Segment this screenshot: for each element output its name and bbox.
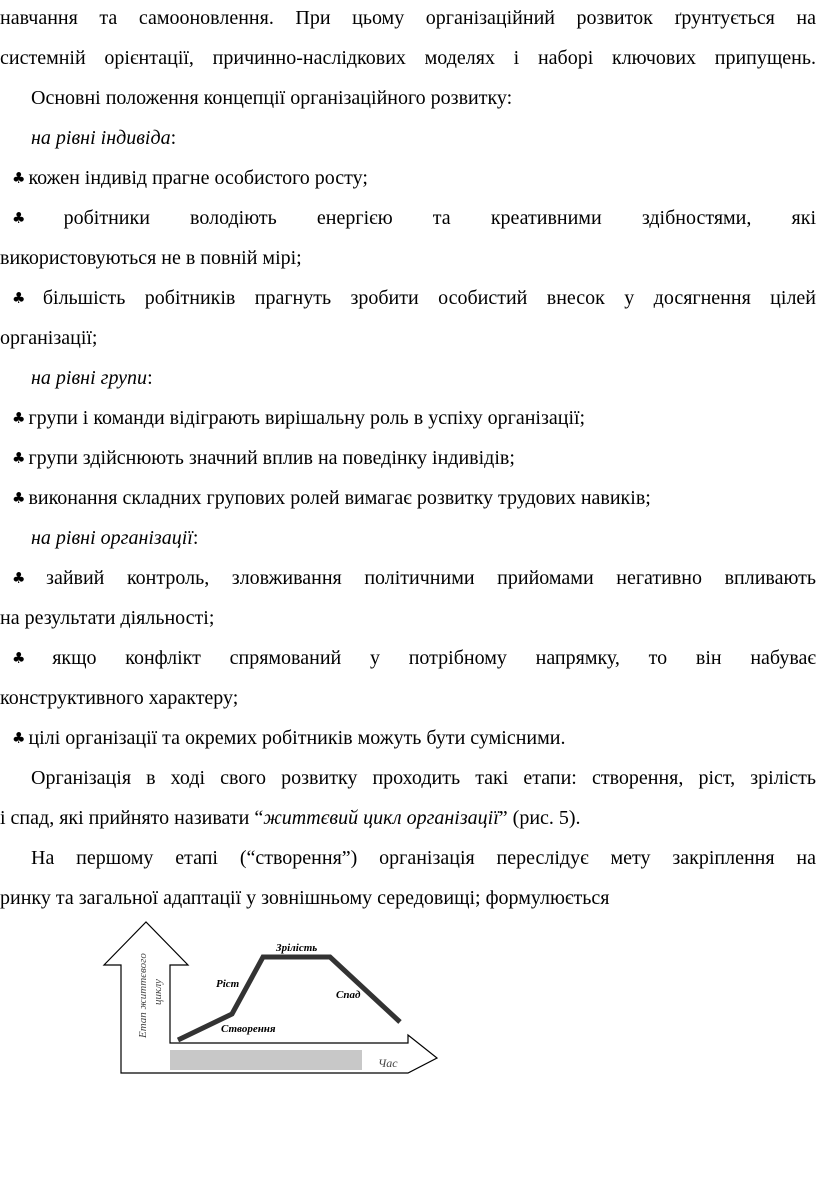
stage-label-creation: Створення — [221, 1023, 276, 1035]
club-bullet-icon: ♣ — [12, 649, 50, 667]
list-item: ♣ групи і команди відіграють вирішальну роль в успіху організації; — [12, 407, 586, 429]
stage-label-decline: Спад — [336, 989, 361, 1001]
y-axis-label-2: циклу — [152, 979, 164, 1005]
list-item-continuation: конструктивного характеру; — [0, 687, 239, 709]
term-life-cycle: життєвий цикл організації — [263, 807, 499, 829]
club-bullet-icon: ♣ — [12, 169, 26, 187]
paragraph-line: Організація в ході свого розвитку проходить такі етапи: створення, ріст, зрілість — [31, 767, 816, 789]
stage-label-maturity: Зрілість — [276, 942, 318, 954]
list-item: ♣ виконання складних групових ролей вимагає розвитку трудових навиків; — [12, 487, 651, 509]
list-item: ♣ робітники володіють енергією та креативними здібностями, які — [12, 207, 816, 229]
x-axis-label: Час — [378, 1056, 398, 1070]
club-bullet-icon: ♣ — [12, 409, 26, 427]
paragraph-line: системній орієнтації, причинно-наслідкових моделях і наборі ключових припущень. — [0, 47, 816, 69]
stage-label-growth: Ріст — [216, 978, 240, 990]
paragraph-line: ринку та загальної адаптації у зовнішньому середовищі; формулюється — [0, 887, 610, 909]
paragraph-line: Основні положення концепції організаційного розвитку: — [31, 87, 513, 109]
club-bullet-icon: ♣ — [12, 489, 26, 507]
level-heading-group: на рівні групи: — [31, 367, 153, 389]
list-item-continuation: на результати діяльності; — [0, 607, 215, 629]
club-bullet-icon: ♣ — [12, 289, 40, 307]
paragraph-line: На першому етапі (“створення”) організація переслідує мету закріплення на — [31, 847, 816, 869]
club-bullet-icon: ♣ — [12, 209, 61, 227]
list-item-continuation: організації; — [0, 327, 98, 349]
club-bullet-icon: ♣ — [12, 569, 44, 587]
paragraph-line: навчання та самооновлення. При цьому організаційний розвиток ґрунтується на — [0, 7, 816, 29]
list-item: ♣ кожен індивід прагне особистого росту; — [12, 167, 368, 189]
club-bullet-icon: ♣ — [12, 729, 26, 747]
life-cycle-curve — [178, 957, 400, 1040]
list-item: ♣ групи здійснюють значний вплив на поведінку індивідів; — [12, 447, 515, 469]
level-heading-individual: на рівні індивіда: — [31, 127, 177, 149]
y-axis-label: Етап життєвого — [137, 953, 149, 1038]
list-item: ♣ цілі організації та окремих робітників можуть бути сумісними. — [12, 727, 566, 749]
list-item: ♣ зайвий контроль, зловживання політичними прийомами негативно впливають — [12, 567, 816, 589]
level-heading-organization: на рівні організації: — [31, 527, 199, 549]
list-item: ♣ якщо конфлікт спрямований у потрібному напрямку, то він набуває — [12, 647, 816, 669]
time-bar — [170, 1050, 362, 1070]
club-bullet-icon: ♣ — [12, 449, 26, 467]
list-item-continuation: використовуються не в повній мірі; — [0, 247, 302, 269]
paragraph-line: і спад, які прийнято називати “життєвий цикл організації” (рис. 5). — [0, 807, 581, 829]
list-item: ♣ більшість робітників прагнуть зробити особистий внесок у досягнення цілей — [12, 287, 816, 309]
